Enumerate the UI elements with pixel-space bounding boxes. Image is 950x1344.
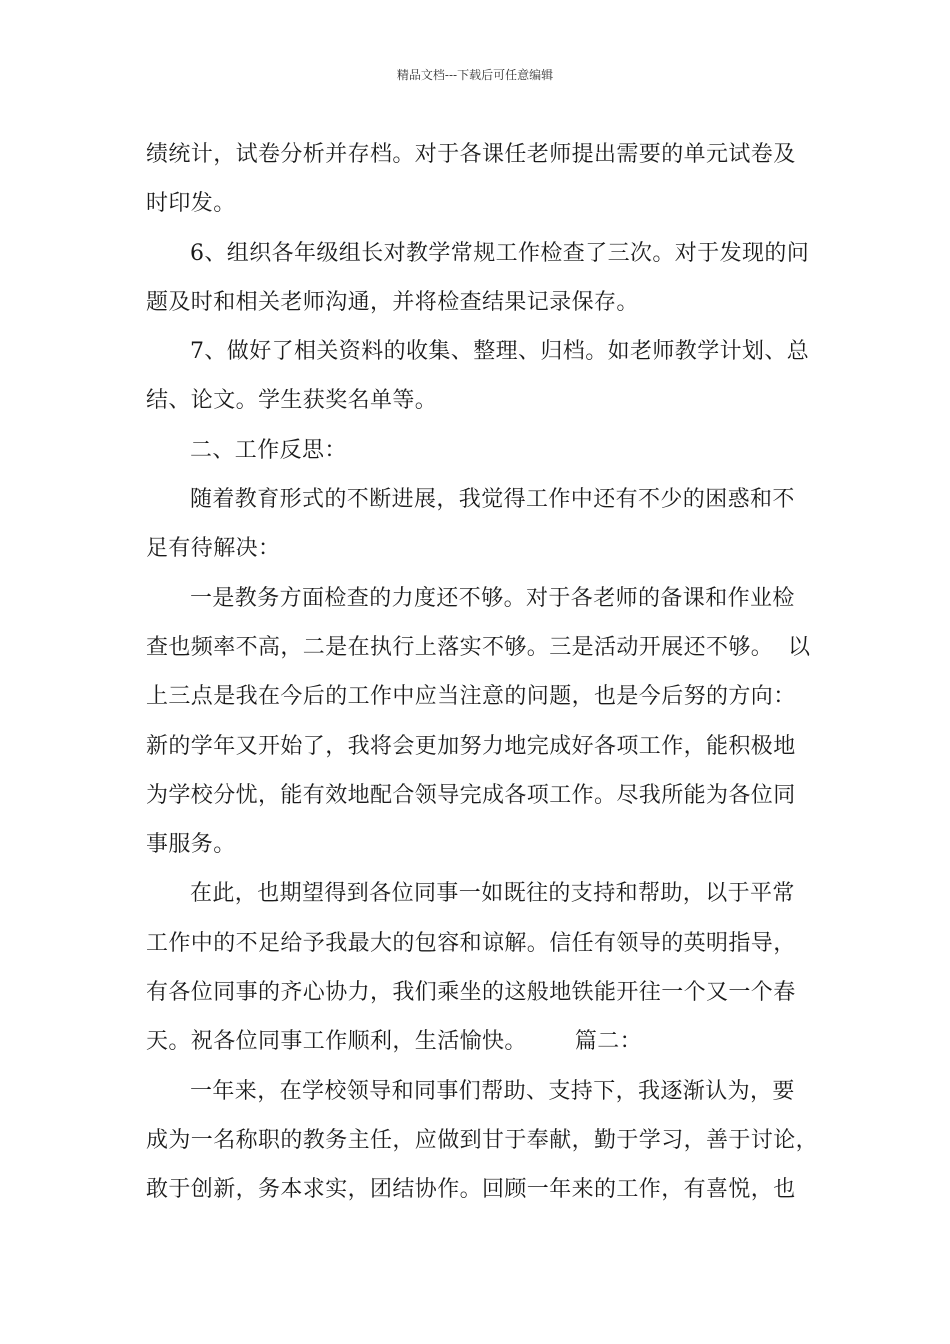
line-text: 天。祝各位同事工作顺利，生活愉快。 [146,1029,527,1055]
line-text: 敢于创新，务本求实，团结协作。回顾一年来的工作，有喜悦，也 [146,1177,796,1203]
line-text: 查也频率不高，二是在执行上落实不够。三是活动开展还不够。 以 [146,634,811,660]
text-line [146,1067,826,1116]
text-line [146,869,826,918]
page-header: 精品文档---下载后可任意编辑 [396,68,554,82]
text-line [146,1116,826,1165]
text-line [146,130,826,179]
line-text: 新的学年又开始了，我将会更加努力地完成好各项工作，能积极地 [146,733,796,759]
text-line [146,771,826,820]
text-line [146,968,826,1017]
text-line [146,722,826,771]
line-text: 一是教务方面检查的力度还不够。对于各老师的备课和作业检 [190,585,795,611]
line-text: 6、组织各年级组长对教学常规工作检查了三次。对于发现的问 [190,240,810,266]
line-text: 一年来，在学校领导和同事们帮助、支持下，我逐渐认为，要 [190,1078,795,1104]
text-line [146,475,826,524]
text-line [146,327,826,376]
section-marker: 篇二： [574,1029,643,1055]
line-text: 有各位同事的齐心协力，我们乘坐的这般地铁能开往一个又一个春 [146,980,796,1006]
text-line [146,278,826,327]
text-line [146,623,826,672]
text-line [146,919,826,968]
line-text: 随着教育形式的不断进展，我觉得工作中还有不少的困惑和不 [190,487,795,513]
line-text: 7、做好了相关资料的收集、整理、归档。如老师教学计划、总 [190,339,810,365]
text-line [146,179,826,228]
text-line [146,574,826,623]
line-text: 题及时和相关老师沟通，并将检查结果记录保存。 [146,289,639,315]
line-text: 成为一名称职的教务主任，应做到甘于奉献，勤于学习，善于讨论， [146,1127,819,1153]
line-text: 结、论文。学生获奖名单等。 [146,388,438,414]
line-text: 绩统计，试卷分析并存档。对于各课任老师提出需要的单元试卷及 [146,142,796,167]
text-line [146,1017,826,1066]
line-text: 事服务。 [146,832,236,858]
line-text: 工作中的不足给予我最大的包容和谅解。信任有领导的英明指导， [146,930,796,956]
line-text: 上三点是我在今后的工作中应当注意的问题，也是今后努的方向： [146,684,796,710]
line-text: 时印发。 [146,191,236,217]
line-text: 足有待解决： [146,536,281,562]
line-text: 在此，也期望得到各位同事一如既往的支持和帮助，以于平常 [190,881,795,907]
section-heading [146,426,826,475]
text-line [146,672,826,721]
text-line [146,524,826,573]
text-line [146,229,826,278]
text-line [146,820,826,869]
text-line [146,1165,826,1214]
line-text: 二、工作反思： [190,437,347,463]
text-line [146,376,826,425]
line-text: 为学校分忧，能有效地配合领导完成各项工作。尽我所能为各位同 [146,782,796,808]
document-body [146,130,826,1215]
